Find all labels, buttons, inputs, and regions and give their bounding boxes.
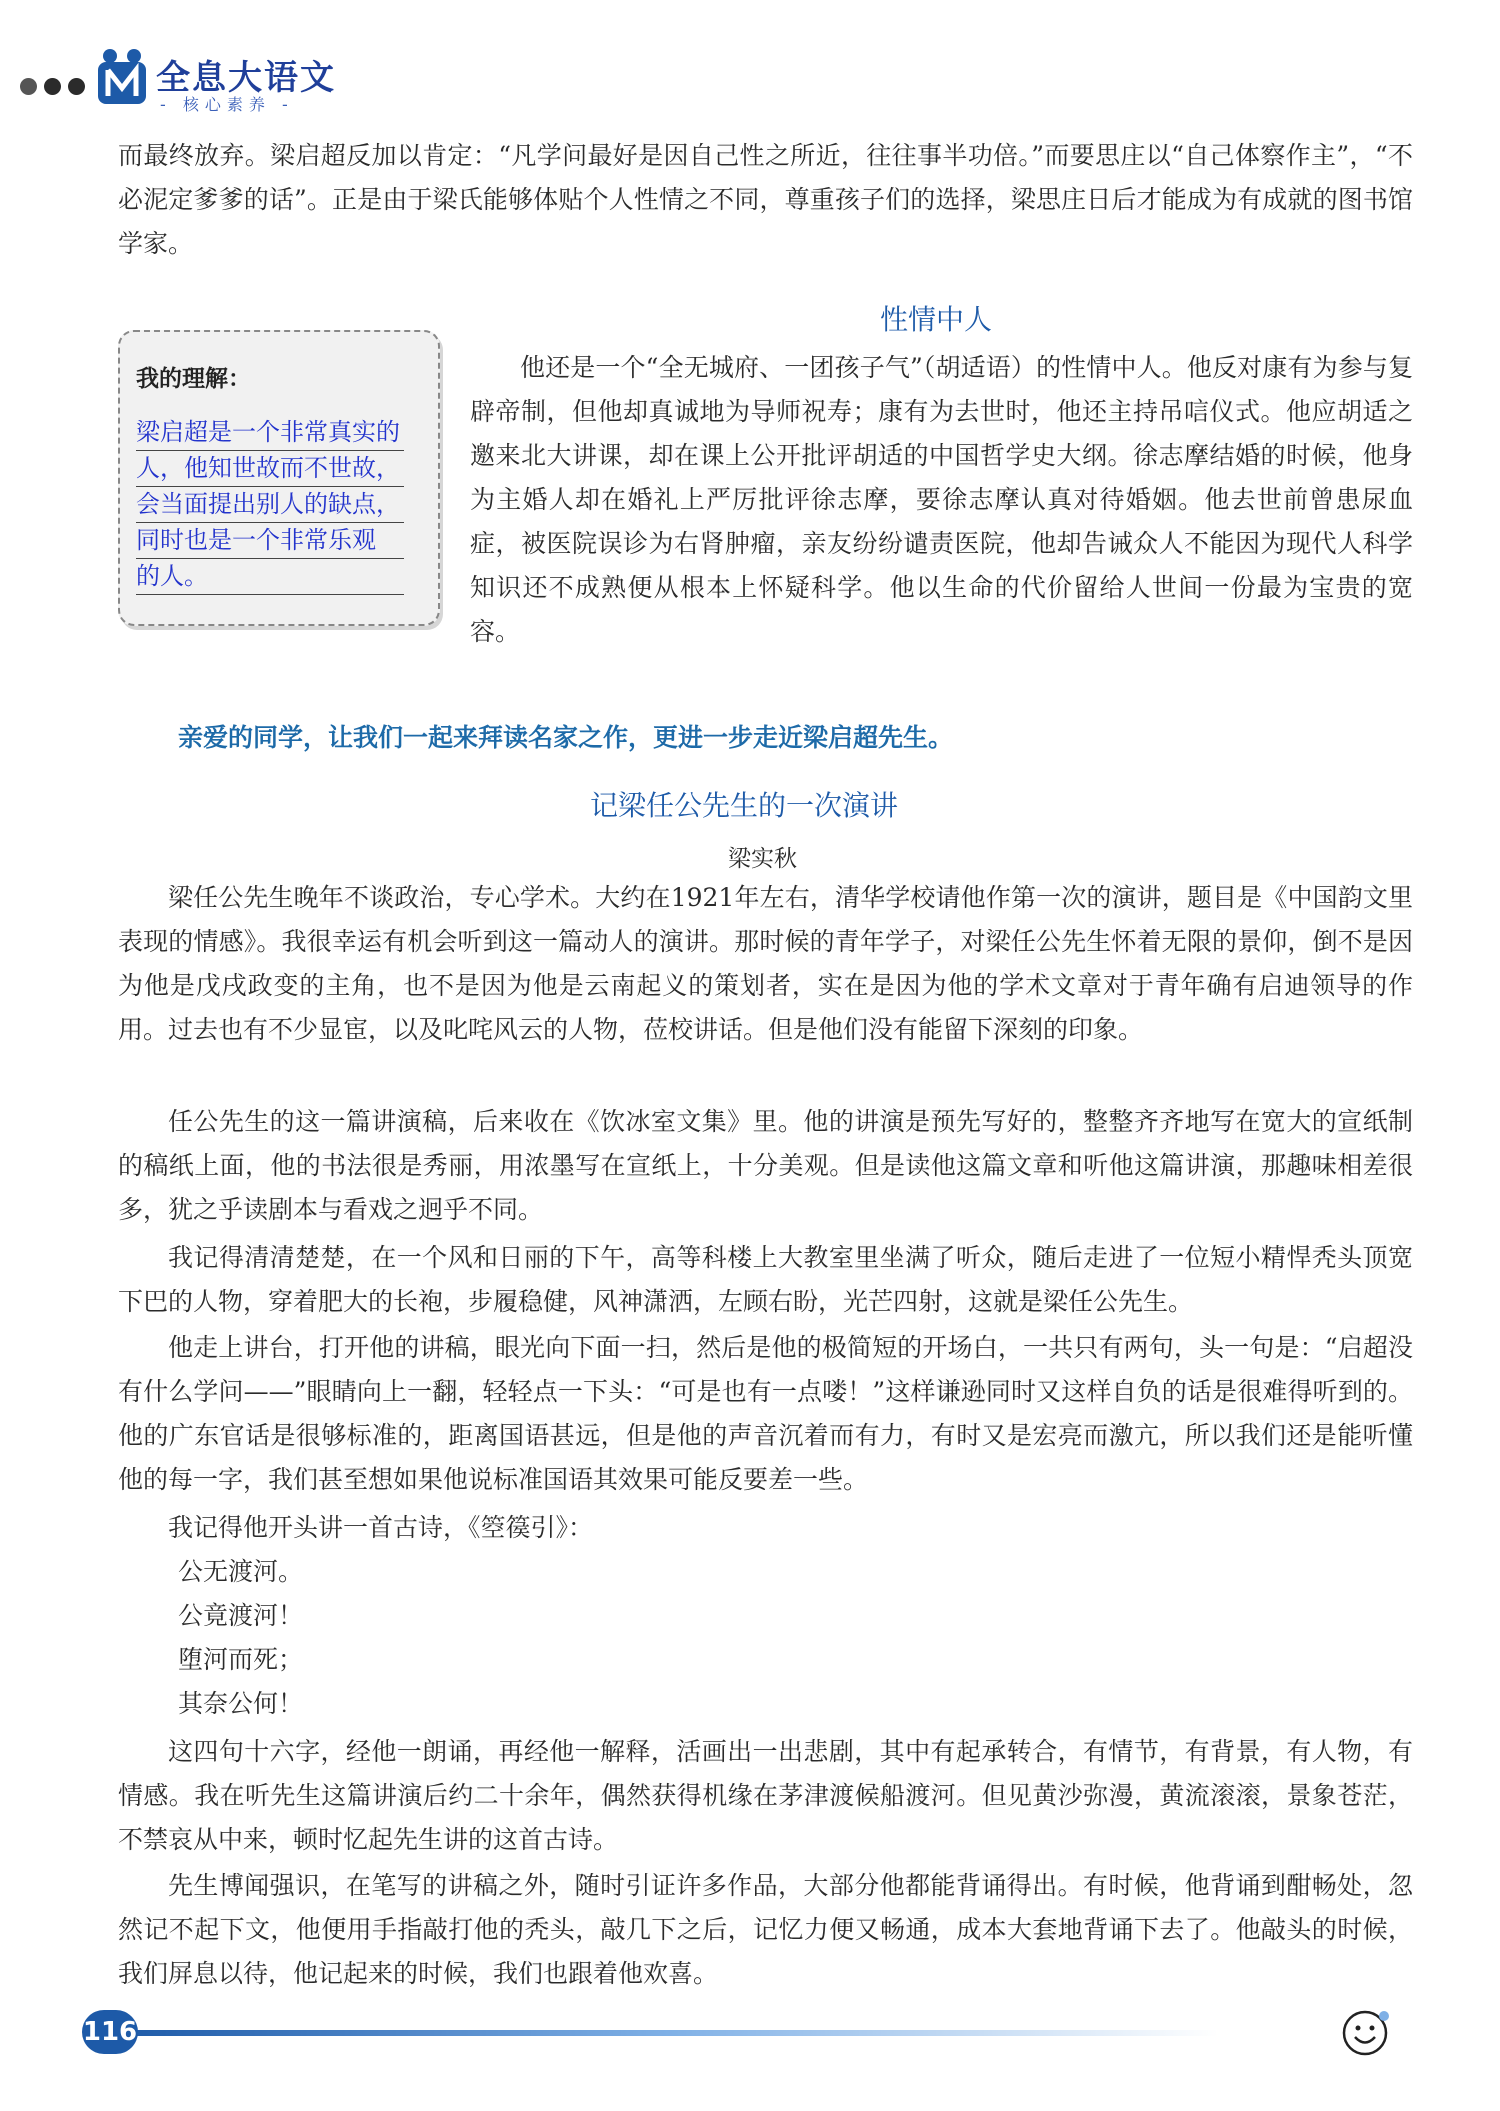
dot-icon: [44, 78, 61, 95]
article-paragraph: 梁任公先生晚年不谈政治，专心学术。大约在1921年左右，清华学校请他作第一次的演讲，题目是《中国韵文里表现的情感》。我很幸运有机会听到这一篇动人的演讲。那时候的青年学子，对梁任公先生怀着无限的景仰，倒不是因为他是戊戌政变的主角，也不是因为他是云南起义的策划者，实在是因为他的学术文章对于青年确有启迪领导的作用。过去也有不少显宦，以及叱咤风云的人物，莅校讲话。但是他们没有能留下深刻的印象。: [118, 883, 1413, 1044]
article-paragraph: 先生博闻强识，在笔写的讲稿之外，随时引证许多作品，大部分他都能背诵得出。有时候，他背诵到酣畅处，忽然记不起下文，他便用手指敲打他的秃头，敲几下之后，记忆力便又畅通，成本大套地背诵下去了。他敲头的时候，我们屏息以待，他记起来的时候，我们也跟着他欢喜。: [118, 1871, 1413, 1988]
poem-line: 公无渡河。: [178, 1557, 304, 1586]
section-title: 性情中人: [880, 303, 993, 336]
note-title: 我的理解：: [136, 366, 251, 392]
article-title: 记梁任公先生的一次演讲: [590, 789, 899, 822]
poem-line: 堕河而死；: [178, 1645, 304, 1674]
article-paragraph: 我记得他开头讲一首古诗，《箜篌引》：: [168, 1513, 594, 1542]
brand-subtitle: - 核心素养 -: [160, 95, 294, 114]
smiley-icon: [1340, 2008, 1390, 2058]
intro-text: 亲爱的同学，让我们一起来拜读名家之作，更进一步走近梁启超先生。: [178, 723, 954, 752]
note-line: 会当面提出别人的缺点，: [136, 486, 404, 523]
page-number: 116: [82, 2010, 138, 2054]
brand-title: 全息大语文: [156, 58, 336, 98]
note-line: 的人。: [136, 558, 404, 595]
poem-line: 公竟渡河！: [178, 1601, 304, 1630]
note-line: 人，他知世故而不世故，: [136, 450, 404, 487]
poem-line: 其奈公何！: [178, 1689, 304, 1718]
article-paragraph: 任公先生的这一篇讲演稿，后来收在《饮冰室文集》里。他的讲演是预先写好的，整整齐齐地写在宽大的宣纸制的稿纸上面，他的书法很是秀丽，用浓墨写在宣纸上，十分美观。但是读他这篇文章和听他这篇讲演，那趣味相差很多，犹之乎读剧本与看戏之迥乎不同。: [118, 1107, 1413, 1224]
decorative-dots: [20, 78, 100, 98]
footer-bar: [118, 2030, 1218, 2036]
note-line: 同时也是一个非常乐观: [136, 522, 404, 559]
article-author: 梁实秋: [728, 846, 797, 872]
article-paragraph: 他走上讲台，打开他的讲稿，眼光向下面一扫，然后是他的极简短的开场白，一共只有两句，头一句是：“启超没有什么学问——”眼睛向上一翻，轻轻点一下头：“可是也有一点喽！”这样谦逊同时又这样自负的话是很难得听到的。他的广东官话是很够标准的，距离国语甚远，但是他的声音沉着而有力，有时又是宏亮而激亢，所以我们还是能听懂他的每一字，我们甚至想如果他说标准国语其效果可能反要差一些。: [118, 1333, 1413, 1494]
dot-icon: [20, 78, 37, 95]
article-paragraph: 这四句十六字，经他一朗诵，再经他一解释，活画出一出悲剧，其中有起承转合，有情节，有背景，有人物，有情感。我在听先生这篇讲演后约二十余年，偶然获得机缘在茅津渡候船渡河。但见黄沙弥漫，黄流滚滚，景象苍茫，不禁哀从中来，顿时忆起先生讲的这首古诗。: [118, 1737, 1413, 1854]
article-paragraph: 我记得清清楚楚，在一个风和日丽的下午，高等科楼上大教室里坐满了听众，随后走进了一位短小精悍秃头顶宽下巴的人物，穿着肥大的长袍，步履稳健，风神潇洒，左顾右盼，光芒四射，这就是梁任公先生。: [118, 1243, 1413, 1316]
paragraph-top: 而最终放弃。梁启超反加以肯定：“凡学问最好是因自己性之所近，往往事半功倍。”而要思庄以“自己体察作主”，“不必泥定爹爹的话”。正是由于梁氏能够体贴个人性情之不同，尊重孩子们的选择，梁思庄日后才能成为有成就的图书馆学家。: [118, 141, 1413, 258]
note-line: 梁启超是一个非常真实的: [136, 414, 404, 451]
section-paragraph: 他还是一个“全无城府、一团孩子气”（胡适语）的性情中人。他反对康有为参与复辟帝制，但他却真诚地为导师祝寿；康有为去世时，他还主持吊唁仪式。他应胡适之邀来北大讲课，却在课上公开批评胡适的中国哲学史大纲。徐志摩结婚的时候，他身为主婚人却在婚礼上严厉批评徐志摩，要徐志摩认真对待婚姻。他去世前曾患尿血症，被医院误诊为右肾肿瘤，亲友纷纷谴责医院，他却告诫众人不能因为现代人科学知识还不成熟便从根本上怀疑科学。他以生命的代价留给人世间一份最为宝贵的宽容。: [470, 353, 1413, 646]
logo-icon: [96, 48, 148, 106]
dot-icon: [68, 78, 85, 95]
